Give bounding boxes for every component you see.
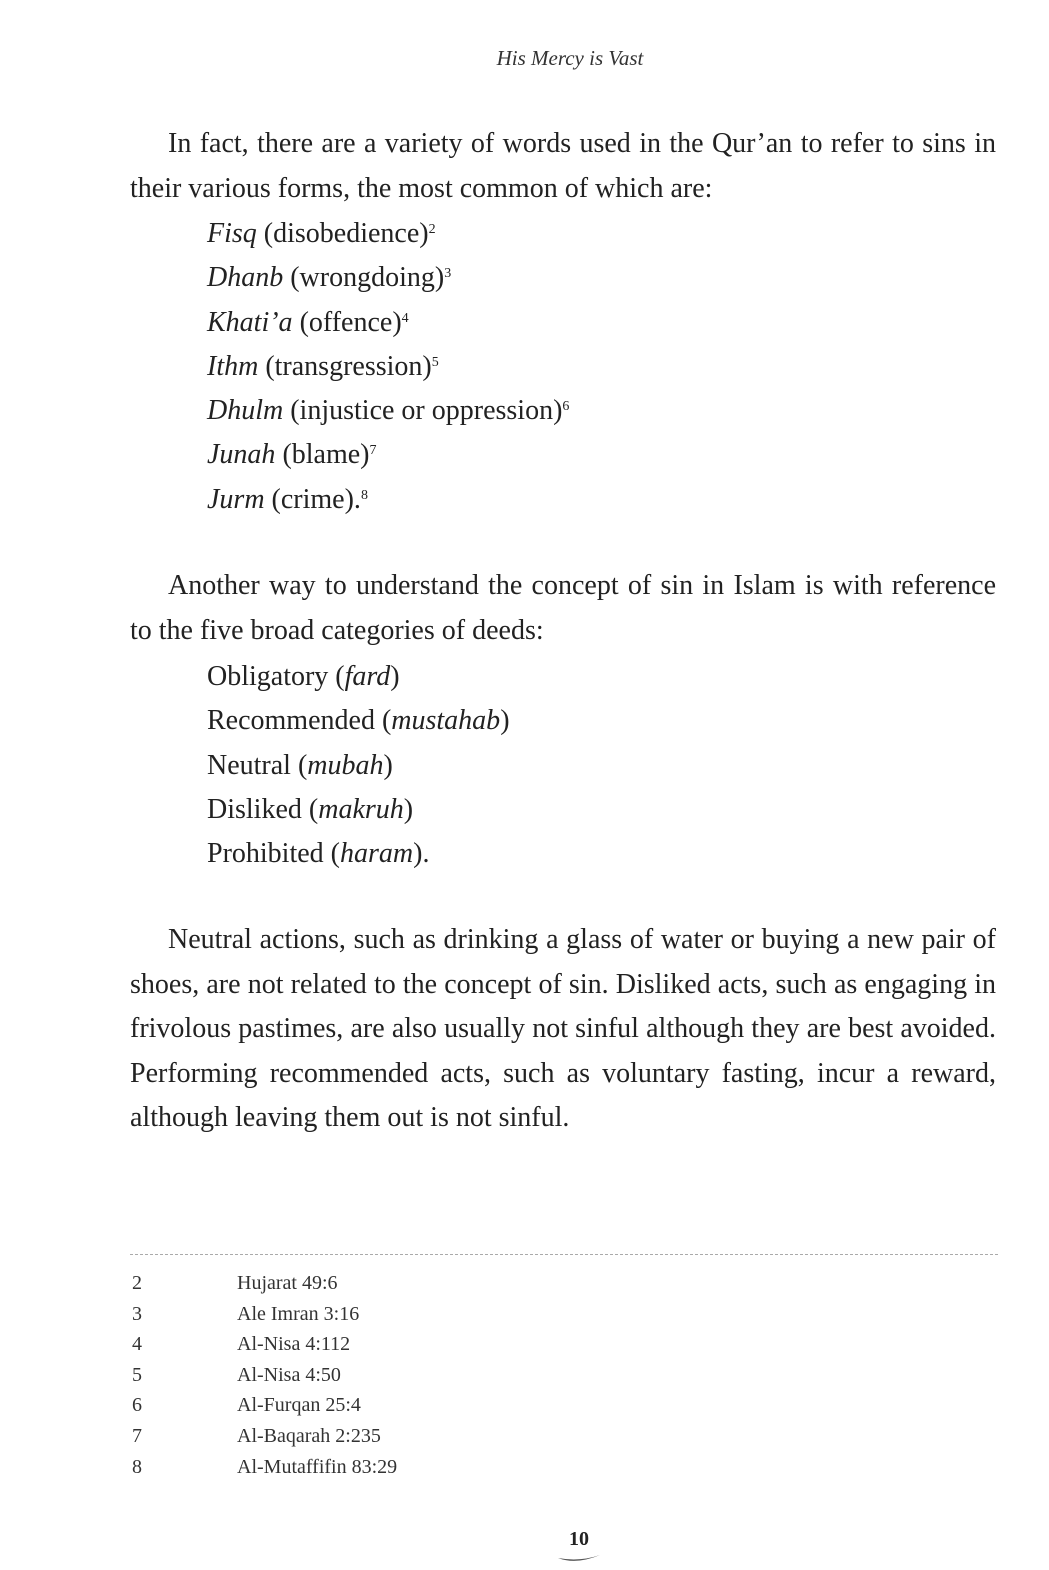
term: Junah — [207, 439, 276, 471]
paragraph-1-text: In fact, there are a variety of words used in the Qur’an to refer to sins in their various forms, the most common of which are: — [130, 128, 996, 204]
meaning: (offence) — [292, 306, 402, 338]
term: mubah — [307, 749, 384, 781]
swash-ornament-icon — [556, 1553, 602, 1565]
footnote — [132, 1452, 397, 1483]
footnote-ref: 5 — [431, 354, 439, 370]
footnote-ref: 3 — [444, 266, 452, 282]
footnote-text: Ale Imran 3:16 — [237, 1302, 360, 1325]
term: Ithm — [207, 350, 259, 382]
footnote — [132, 1329, 397, 1360]
term: Fisq — [207, 218, 257, 249]
list-item — [207, 301, 569, 345]
page-number: 10 — [569, 1528, 589, 1550]
term: makruh — [318, 793, 404, 825]
term: Jurm — [207, 483, 265, 515]
footnote-ref: 6 — [562, 399, 570, 415]
footnote — [132, 1360, 397, 1391]
category-label: Recommended ( — [207, 705, 392, 737]
list-item — [207, 788, 510, 832]
term: fard — [344, 661, 391, 692]
meaning: (injustice or oppression) — [283, 395, 563, 427]
category-label: Prohibited ( — [207, 838, 340, 870]
meaning: (transgression) — [258, 350, 432, 382]
footnote-text: Al-Nisa 4:50 — [237, 1363, 341, 1386]
footnote-text: Hujarat 49:6 — [237, 1272, 338, 1294]
term: Dhanb — [207, 262, 284, 294]
list-item — [207, 433, 569, 477]
meaning: (crime). — [264, 483, 361, 515]
footnote-text: Al-Mutaffifin 83:29 — [237, 1455, 398, 1478]
term: haram — [340, 838, 414, 870]
sin-terms-list — [207, 212, 569, 522]
footnote-text: Al-Baqarah 2:235 — [237, 1424, 381, 1447]
footnote-text: Al-Furqan 25:4 — [237, 1394, 361, 1417]
list-item — [207, 478, 569, 522]
footnote — [132, 1268, 397, 1299]
footnote-number: 5 — [132, 1363, 142, 1386]
category-label: Obligatory ( — [207, 661, 345, 692]
footnote-number: 2 — [132, 1272, 142, 1294]
paragraph-3-text: Neutral actions, such as drinking a glass of water or buying a new pair of shoes, are not related to the concept of sin. Disliked acts, such as engaging in frivolous pastimes, are also usually not sinful although they are best avoided. Performing recommended acts, such as voluntary fasting, incur a reward, although leaving them out is not sinful. — [130, 924, 996, 1133]
footnote — [132, 1390, 397, 1421]
paragraph-3 — [130, 918, 996, 1141]
footnote-ref: 7 — [369, 443, 377, 459]
list-item — [207, 256, 569, 300]
paragraph-2 — [130, 564, 996, 653]
list-item — [207, 212, 569, 256]
footnote-text: Al-Nisa 4:112 — [237, 1333, 351, 1356]
meaning: (blame) — [275, 439, 370, 471]
footnote-number: 7 — [132, 1424, 142, 1447]
list-item — [207, 345, 569, 389]
punct: ) — [390, 661, 400, 692]
footnote-number: 8 — [132, 1455, 142, 1478]
list-item — [207, 832, 510, 876]
footnote-divider — [130, 1254, 998, 1255]
punct: ) — [383, 749, 393, 781]
footnote-ref: 2 — [428, 222, 436, 237]
category-label: Neutral ( — [207, 749, 308, 781]
list-item — [207, 389, 569, 433]
punct: ) — [500, 705, 510, 737]
footnote — [132, 1299, 397, 1330]
punct: ). — [413, 838, 430, 870]
footnote-ref: 4 — [401, 310, 409, 326]
list-item — [207, 699, 510, 743]
term: Dhulm — [207, 395, 284, 427]
list-item — [207, 655, 510, 699]
categories-list — [207, 655, 510, 876]
term: Khati’a — [207, 306, 293, 338]
meaning: (wrongdoing) — [283, 262, 445, 294]
footnote-number: 3 — [132, 1302, 142, 1325]
footnotes — [132, 1268, 397, 1482]
paragraph-1 — [130, 122, 996, 211]
running-head: His Mercy is Vast — [496, 46, 644, 70]
punct: ) — [403, 793, 414, 825]
list-item — [207, 744, 510, 788]
footnote-ref: 8 — [360, 487, 368, 503]
meaning: (disobedience) — [256, 218, 429, 249]
footnote-number: 4 — [132, 1333, 142, 1356]
footnote — [132, 1421, 397, 1452]
term: mustahab — [391, 705, 501, 737]
category-label: Disliked ( — [207, 793, 319, 825]
paragraph-2-text: Another way to understand the concept of sin in Islam is with reference to the five broad categories of deeds: — [130, 570, 996, 646]
footnote-number: 6 — [132, 1394, 142, 1417]
